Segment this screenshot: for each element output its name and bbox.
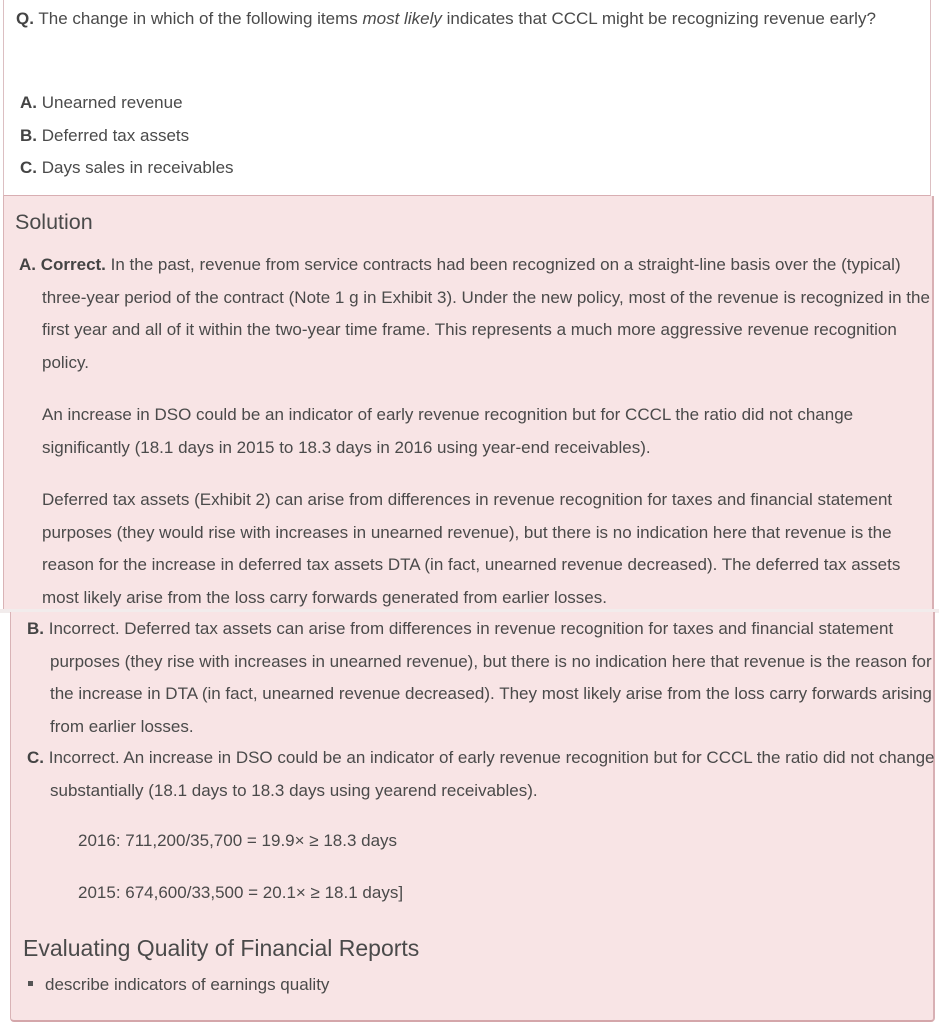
- option-c[interactable]: [20, 152, 234, 185]
- answer-verdict: Correct.: [36, 255, 106, 274]
- dta-paragraph: Deferred tax assets (Exhibit 2) can arise from differences in revenue recognition for taxes and financial statement purposes (they would rise with increases in unearned revenue), but there is no indication here that revenue is the reason for the increase in deferred tax assets DTA (in fact, unearned revenue decreased). The deferred tax assets most likely arise from the loss carry forwards generated from earlier losses.: [42, 490, 901, 607]
- solution-title: Solution: [15, 210, 93, 234]
- option-letter: B.: [20, 125, 37, 145]
- dso-paragraph: An increase in DSO could be an indicator of early revenue recognition but for CCCL the ratio did not change significantly (18.1 days in 2015 to 18.3 days in 2016 using year-end receivables).: [42, 405, 854, 457]
- answer-text: In the past, revenue from service contracts had been recognized on a straight-line basis over the (typical) three-year period of the contract (Note 1 g in Exhibit 3). Under the new policy, most of the revenue is recognized in the first year and all of it within the two-year time frame. This represents a much more aggressive revenue recognition policy.: [42, 255, 930, 372]
- option-a[interactable]: [20, 87, 234, 120]
- question-prefix: Q.: [16, 9, 34, 28]
- answer-options: [20, 87, 234, 185]
- learning-outcome-item: [28, 974, 329, 996]
- bullet-icon: [28, 981, 33, 986]
- option-b[interactable]: [20, 120, 234, 153]
- question-emphasis: most likely: [362, 9, 442, 28]
- learning-outcome-text: describe indicators of earnings quality: [45, 975, 330, 994]
- question-text: [16, 3, 906, 35]
- learning-outcome-title: Evaluating Quality of Financial Reports: [23, 935, 420, 961]
- option-text: Days sales in receivables: [37, 158, 234, 177]
- answer-b-explanation: [27, 613, 939, 743]
- calc-2015: 2015: 674,600/33,500 = 20.1× ≥ 18.1 days]: [78, 883, 404, 902]
- answer-letter: C.: [27, 748, 44, 767]
- answer-c-explanation: [27, 742, 939, 807]
- answer-a-explanation: [19, 249, 937, 379]
- answer-text: Incorrect. Deferred tax assets can arise from differences in revenue recognition for taxes and financial statement purposes (they rise with increases in unearned revenue), but there is no indication here that revenue is the reason for the increase in DTA (in fact, unearned revenue decreased). They most likely arise from the loss carry forwards arising from earlier losses.: [44, 619, 932, 736]
- option-letter: A.: [20, 93, 37, 112]
- question-text-part: The change in which of the following items: [33, 9, 363, 28]
- option-letter: C.: [20, 158, 37, 177]
- learning-outcome-list: [28, 974, 329, 996]
- answer-letter: B.: [27, 619, 44, 638]
- solution-panel: [3, 196, 934, 610]
- answer-text: Incorrect. An increase in DSO could be an indicator of early revenue recognition but for CCCL the ratio did not change substantially (18.1 days to 18.3 days using yearend receivables).: [44, 748, 935, 800]
- question-text-part: indicates that CCCL might be recognizing revenue early?: [441, 9, 876, 28]
- answer-letter: A.: [19, 255, 36, 274]
- question-panel: [3, 0, 931, 196]
- calc-2016: 2016: 711,200/35,700 = 19.9× ≥ 18.3 days: [78, 831, 398, 850]
- option-text: Deferred tax assets: [37, 125, 190, 145]
- solution-panel-continued: [10, 612, 935, 1022]
- option-text: Unearned revenue: [37, 93, 183, 112]
